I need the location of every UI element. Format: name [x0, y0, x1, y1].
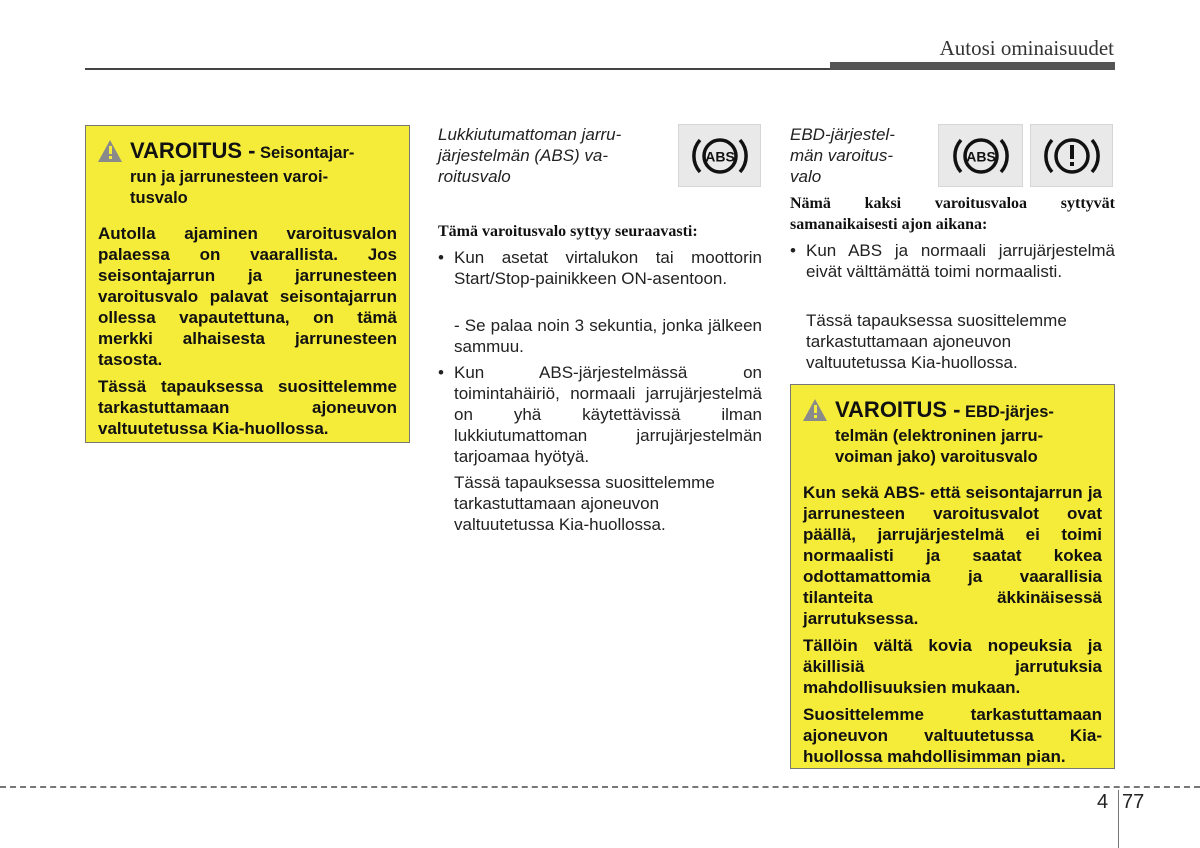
warning-label: VAROITUS -: [130, 138, 256, 163]
warning-box-ebd: [790, 384, 1115, 769]
bullet-subtext: - Se palaa noin 3 sekuntia, jonka jälkeen sammuu.: [454, 316, 762, 356]
brake-warning-icon: [1042, 131, 1102, 181]
warning-box-parking-brake: [85, 125, 410, 443]
abs-icon-box: [938, 124, 1023, 187]
bullet-dot: •: [438, 363, 444, 382]
warning-subtitle: EBD-järjes-: [964, 403, 1054, 421]
header-bar: [830, 62, 1115, 70]
bullet-note: Tässä tapauksessa suosittelemme tarkastuttamaan ajoneuvon valtuutetussa Kia-huollossa.: [454, 473, 715, 534]
ebd-note: Tässä tapauksessa suosittelemme tarkastuttamaan ajoneuvon valtuutetussa Kia-huollossa.: [806, 311, 1067, 372]
brake-icon-box: [1030, 124, 1113, 187]
abs-intro: Tämä varoitusvalo syttyy seuraavasti:: [438, 223, 698, 240]
warning-paragraph: Tässä tapauksessa suosittelemme tarkastuttamaan ajoneuvon valtuutetussa Kia-huollossa.: [98, 377, 397, 438]
chapter-number: 4: [1097, 791, 1109, 813]
header-rule: [85, 68, 830, 70]
ebd-section-title: EBD-järjestel- män varoitus- valo: [790, 125, 895, 186]
svg-text:ABS: ABS: [965, 148, 996, 164]
ebd-intro: Nämä kaksi varoitusvaloa syttyvät samanaikaisesti ajon aikana:: [790, 195, 1115, 233]
svg-text:ABS: ABS: [704, 148, 735, 164]
page-number: 77: [1122, 791, 1145, 813]
bullet-text: Kun ABS ja normaali jarrujärjestelmä eivät välttämättä toimi normaalisti.: [806, 241, 1115, 281]
warning-paragraph: Autolla ajaminen varoitusvalon palaessa on vaarallista. Jos seisontajarrun ja jarrunesteen varoitusvalo palavat seisontajarrun ollessa vapautettuna, on tämä merkki alhaisesta jarrunesteen tasosta.: [98, 224, 397, 369]
abs-warning-icon: [690, 131, 750, 181]
warning-subtitle: Seisontajar-: [259, 144, 355, 162]
page-number-divider: [1118, 790, 1119, 848]
bullet-dot: •: [790, 241, 796, 260]
warning-header: VAROITUS - Seisontajar- run ja jarrunesteen varoi- tusvalo: [98, 138, 397, 211]
warning-label: VAROITUS -: [835, 397, 961, 422]
footer-dashed-line: [0, 786, 1200, 788]
abs-section-title: Lukkiutumattoman jarru- järjestelmän (ABS) va- roitusvalo: [438, 125, 622, 186]
page-header-title: Autosi ominaisuudet: [939, 36, 1114, 60]
warning-paragraph: Tällöin vältä kovia nopeuksia ja äkillisiä jarrutuksia mahdollisuuksien mukaan.: [803, 636, 1102, 697]
warning-paragraph: Suosittelemme tarkastuttamaan ajoneuvon valtuutetussa Kia-huollossa mahdollisimman pian.: [803, 705, 1102, 766]
bullet-text: Kun ABS-järjestelmässä on toimintahäiriö, normaali jarrujärjestelmä on yhä käytettävissä ilman lukkiutumattoman jarrujärjestelmän tarjoamaa hyötyä.: [454, 363, 762, 466]
abs-warning-icon: [951, 131, 1011, 181]
bullet-text: Kun asetat virtalukon tai moottorin Start/Stop-painikkeen ON-asentoon.: [454, 248, 762, 288]
bullet-dot: •: [438, 248, 444, 267]
warning-header: VAROITUS - EBD-järjes- telmän (elektroninen jarru- voiman jako) varoitusvalo: [803, 397, 1102, 469]
abs-icon-box: [678, 124, 761, 187]
warning-paragraph: Kun sekä ABS- että seisontajarrun ja jarrunesteen varoitusvalot ovat päällä, jarrujärjestelmä ei toimi normaalisti ja saatat kokea odottamattomia ja vaarallisia tilanteita äkkinäisessä jarrutuksessa.: [803, 483, 1102, 628]
